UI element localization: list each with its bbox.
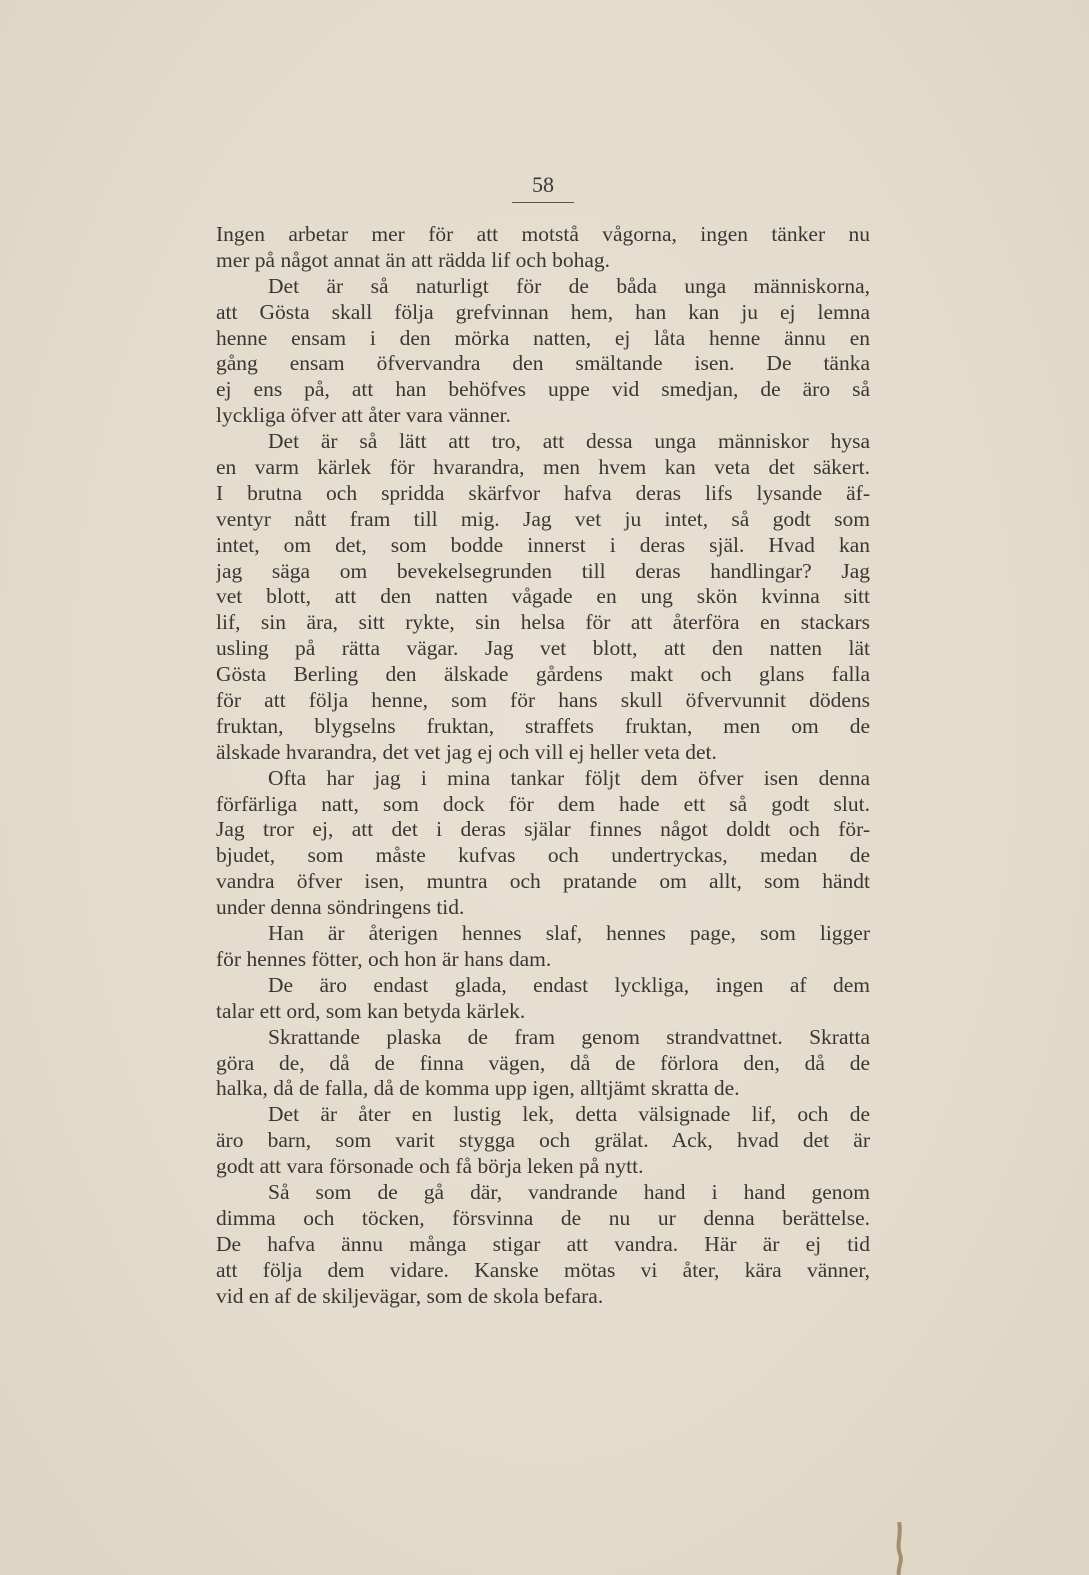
text-line: intet, om det, som bodde innerst i deras själ. Hvad kan [216,532,870,557]
text-line: jag säga om bevekelsegrunden till deras handlingar? Jag [216,558,870,583]
text-line: Ofta har jag i mina tankar följt dem öfver isen denna [268,765,870,790]
text-line: ventyr nått fram till mig. Jag vet ju intet, så godt som [216,506,870,531]
text-line: bjudet, som måste kufvas och undertryckas, medan de [216,843,870,868]
text-line: göra de, då de finna vägen, då de förlora den, då de [216,1050,870,1075]
text-line: halka, då de falla, då de komma upp igen, alltjämt skratta de. [216,1076,740,1101]
text-line: Skrattande plaska de fram genom strandvattnet. Skratta [268,1024,870,1049]
text-line: henne ensam i den mörka natten, ej låta henne ännu en [216,325,870,350]
text-line: äro barn, som varit stygga och grälat. Ack, hvad det är [216,1128,870,1153]
text-line: Jag tror ej, att det i deras själar finnes något doldt och för- [216,817,870,842]
text-line: förfärliga natt, som dock för dem hade ett så godt slut. [216,791,870,816]
text-line: usling på rätta vägar. Jag vet blott, att den natten lät [216,636,870,661]
text-line: mer på något annat än att rädda lif och bohag. [216,247,611,272]
text-line: en varm kärlek för hvarandra, men hvem kan veta det säkert. [216,455,870,480]
text-line: älskade hvarandra, det vet jag ej och vill ej heller veta det. [216,739,717,764]
text-line: Ingen arbetar mer för att motstå vågorna, ingen tänker nu [216,222,870,246]
text-line: De äro endast glada, endast lyckliga, ingen af dem [268,972,870,997]
text-line: Det är så naturligt för de båda unga människorna, [268,273,870,298]
text-line: för hennes fötter, och hon är hans dam. [216,946,552,971]
text-line: för att följa henne, som för hans skull öfvervunnit dödens [216,688,870,713]
body-text [216,222,870,1309]
text-line: att Gösta skall följa grefvinnan hem, han kan ju ej lemna [216,299,870,324]
text-line: under denna söndringens tid. [216,895,465,920]
text-line: vet blott, att den natten vågade en ung skön kvinna sitt [216,584,870,609]
text-line: Så som de gå där, vandrande hand i hand genom [268,1179,870,1204]
text-line: lyckliga öfver att åter vara vänner. [216,403,511,428]
text-line: talar ett ord, som kan betyda kärlek. [216,998,526,1023]
text-line: ej ens på, att han behöfves uppe vid smedjan, de äro så [216,377,870,402]
text-line: dimma och töcken, försvinna de nu ur denna berättelse. [216,1205,870,1230]
text-line: fruktan, blygselns fruktan, straffets fruktan, men om de [216,713,870,738]
text-line: I brutna och spridda skärfvor hafva deras lifs lysande äf- [216,480,870,505]
text-line: Gösta Berling den älskade gårdens makt och glans falla [216,662,870,687]
text-line: vid en af de skiljevägar, som de skola befara. [216,1283,604,1308]
text-line: De hafva ännu många stigar att vandra. Här är ej tid [216,1231,870,1256]
text-line: lif, sin ära, sitt rykte, sin helsa för att återföra en stackars [216,610,870,635]
text-line: Det är så lätt att tro, att dessa unga människor hysa [268,429,870,454]
page-number: 58 [512,172,574,203]
page-edge-mark [893,1522,905,1575]
text-line: Han är återigen hennes slaf, hennes page, som ligger [268,921,870,946]
text-line: Det är åter en lustig lek, detta välsignade lif, och de [268,1102,870,1127]
text-line: godt att vara försonade och få börja leken på nytt. [216,1154,644,1179]
text-line: gång ensam öfvervandra den smältande isen. De tänka [216,351,870,376]
text-line: att följa dem vidare. Kanske mötas vi åter, kära vänner, [216,1257,870,1282]
text-line: vandra öfver isen, muntra och pratande om allt, som händt [216,869,870,894]
